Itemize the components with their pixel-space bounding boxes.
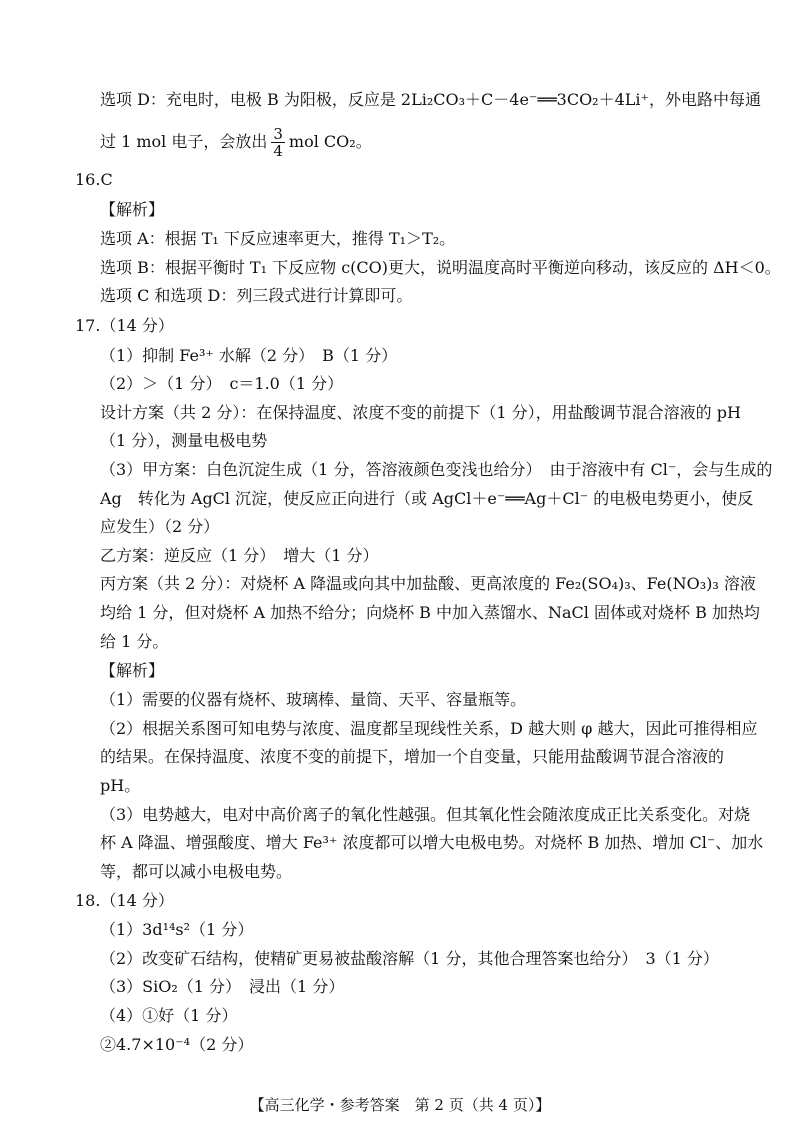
page-footer: 【高三化学・参考答案 第 2 页（共 4 页）】 <box>249 1096 551 1114</box>
text-line: 选项 C 和选项 D：列三段式进行计算即可。 <box>100 286 413 305</box>
fraction <box>271 126 285 159</box>
text-line: 设计方案（共 2 分）：在保持温度、浓度不变的前提下（1 分），用盐酸调节混合溶液的 pH <box>100 403 741 422</box>
text-line: 杯 A 降温、增强酸度、增大 Fe³⁺ 浓度都可以增大电极电势。对烧杯 B 加热、增加 Cl⁻、加水 <box>100 833 764 852</box>
text-line: （1）3d¹⁴s²（1 分） <box>100 920 254 939</box>
text-fragment: 过 1 mol 电子，会放出 <box>100 132 268 151</box>
section-heading: 【解析】 <box>100 200 165 219</box>
text-line: 乙方案：逆反应（1 分） 增大（1 分） <box>100 546 379 565</box>
question-number: 16.C <box>75 170 113 189</box>
text-line: （3）电势越大，电对中高价离子的氧化性越强。但其氧化性会随浓度成正比关系变化。对烧 <box>100 805 751 824</box>
text-line: （1）需要的仪器有烧杯、玻璃棒、量筒、天平、容量瓶等。 <box>100 690 527 709</box>
text-line: Ag 转化为 AgCl 沉淀，使反应正向进行（或 AgCl＋e⁻══Ag＋Cl⁻ 的电极电势更小，使反 <box>100 489 754 508</box>
text-line: 的结果。在保持温度、浓度不变的前提下，增加一个自变量，只能用盐酸调节混合溶液的 <box>100 747 725 766</box>
text-line: （2）改变矿石结构，使精矿更易被盐酸溶解（1 分，其他合理答案也给分） 3（1 分） <box>100 949 719 968</box>
text-line: （1 分），测量电极电势 <box>100 431 268 450</box>
fraction-numerator: 3 <box>273 125 283 143</box>
text-line: 均给 1 分，但对烧杯 A 加热不给分；向烧杯 B 中加入蒸馏水、NaCl 固体或对烧杯 B 加热均 <box>100 603 760 622</box>
question-number: 17.（14 分） <box>75 316 174 335</box>
text-line: ②4.7×10⁻⁴（2 分） <box>100 1035 254 1054</box>
text-line: 应发生）（2 分） <box>100 517 220 536</box>
text-line: （4）①好（1 分） <box>100 1006 238 1025</box>
text-line: 选项 D：充电时，电极 B 为阳极，反应是 2Li₂CO₃＋C－4e⁻══3CO₂＋4Li⁺，外电路中每通 <box>100 90 761 109</box>
text-line: （2）根据关系图可知电势与浓度、温度都呈现线性关系，D 越大则 φ 越大，因此可推得相应 <box>100 719 758 738</box>
text-line: 给 1 分。 <box>100 632 169 651</box>
section-heading: 【解析】 <box>100 661 165 680</box>
text-line: 选项 B：根据平衡时 T₁ 下反应物 c(CO)更大，说明温度高时平衡逆向移动，该反应的 ΔH＜0。 <box>100 258 781 277</box>
text-line: （2）＞（1 分） c＝1.0（1 分） <box>100 374 344 393</box>
text-line-fraction <box>100 126 372 159</box>
text-line: （1）抑制 Fe³⁺ 水解（2 分） B（1 分） <box>100 346 398 365</box>
text-fragment: mol CO₂。 <box>288 132 372 151</box>
text-line: （3）SiO₂（1 分） 浸出（1 分） <box>100 977 345 996</box>
fraction-denominator: 4 <box>273 142 283 160</box>
text-line: pH。 <box>100 776 141 795</box>
question-number: 18.（14 分） <box>75 891 174 910</box>
text-line: 等，都可以减小电极电势。 <box>100 862 293 881</box>
text-line: 选项 A：根据 T₁ 下反应速率更大，推得 T₁＞T₂。 <box>100 229 456 248</box>
text-line: （3）甲方案：白色沉淀生成（1 分，答溶液颜色变浅也给分） 由于溶液中有 Cl⁻，会与生成的 <box>100 460 773 479</box>
text-line: 丙方案（共 2 分）：对烧杯 A 降温或向其中加盐酸、更高浓度的 Fe₂(SO₄)₃、Fe(NO₃)₃ 溶液 <box>100 574 756 593</box>
